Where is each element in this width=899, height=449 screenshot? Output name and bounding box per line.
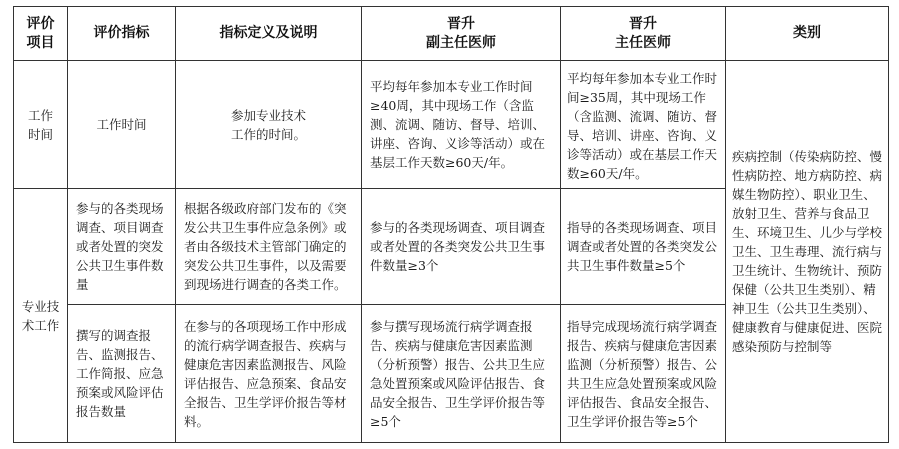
header-deputy-chief: 晋升 副主任医师 [362, 7, 561, 61]
header-category: 类别 [726, 7, 889, 61]
table-row [14, 61, 889, 189]
header-row [14, 7, 889, 61]
header-chief: 晋升 主任医师 [561, 7, 726, 61]
indicator-tech-2: 撰写的调查报告、监测报告、工作简报、应急预案或风险评估报告数量 [68, 305, 176, 443]
category-cell: 疾病控制（传染病防控、慢性病防控、地方病防控、病媒生物防控）、职业卫生、放射卫生、营养与食品卫生、环境卫生、儿少与学校卫生、卫生毒理、流行病与卫生统计、生物统计、预防保健（公共卫生类别）、精神卫生（公共卫生类别）、健康教育与健康促进、医院感染预防与控制等 [726, 61, 889, 443]
definition-tech-2: 在参与的各项现场工作中形成的流行病学调查报告、疾病与健康危害因素监测报告、风险评估报告、应急预案、食品安全报告、卫生学评价报告等材料。 [176, 305, 362, 443]
indicator-work-time: 工作时间 [68, 61, 176, 189]
indicator-tech-1: 参与的各类现场调查、项目调查或者处置的突发公共卫生事件数量 [68, 189, 176, 305]
header-eval-indicator: 评价指标 [68, 7, 176, 61]
evaluation-table [13, 6, 889, 443]
definition-tech-1: 根据各级政府部门发布的《突发公共卫生事件应急条例》或者由各级技术主管部门确定的突发公共卫生事件，以及需要到现场进行调查的各类工作。 [176, 189, 362, 305]
deputy-tech-1: 参与的各类现场调查、项目调查或者处置的各类突发公共卫生事件数量≥3个 [362, 189, 561, 305]
deputy-work-time: 平均每年参加本专业工作时间≥40周，其中现场工作（含监测、流调、随访、督导、培训、讲座、咨询、义诊等活动）或在基层工作天数≥60天/年。 [362, 61, 561, 189]
item-tech-work: 专业技 术工作 [14, 189, 68, 443]
deputy-tech-2: 参与撰写现场流行病学调查报告、疾病与健康危害因素监测（分析预警）报告、公共卫生应急处置预案或风险评估报告、食品安全报告、卫生学评价报告等≥5个 [362, 305, 561, 443]
chief-tech-2: 指导完成现场流行病学调查报告、疾病与健康危害因素监测（分析预警）报告、公共卫生应急处置预案或风险评估报告、食品安全报告、卫生学评价报告等≥5个 [561, 305, 726, 443]
chief-tech-1: 指导的各类现场调查、项目调查或者处置的各类突发公共卫生事件数量≥5个 [561, 189, 726, 305]
item-work-time: 工作 时间 [14, 61, 68, 189]
definition-work-time: 参加专业技术 工作的时间。 [176, 61, 362, 189]
chief-work-time: 平均每年参加本专业工作时间≥35周，其中现场工作（含监测、流调、随访、督导、培训、讲座、咨询、义诊等活动）或在基层工作天数≥60天/年。 [561, 61, 726, 189]
header-definition: 指标定义及说明 [176, 7, 362, 61]
header-eval-item: 评价 项目 [14, 7, 68, 61]
